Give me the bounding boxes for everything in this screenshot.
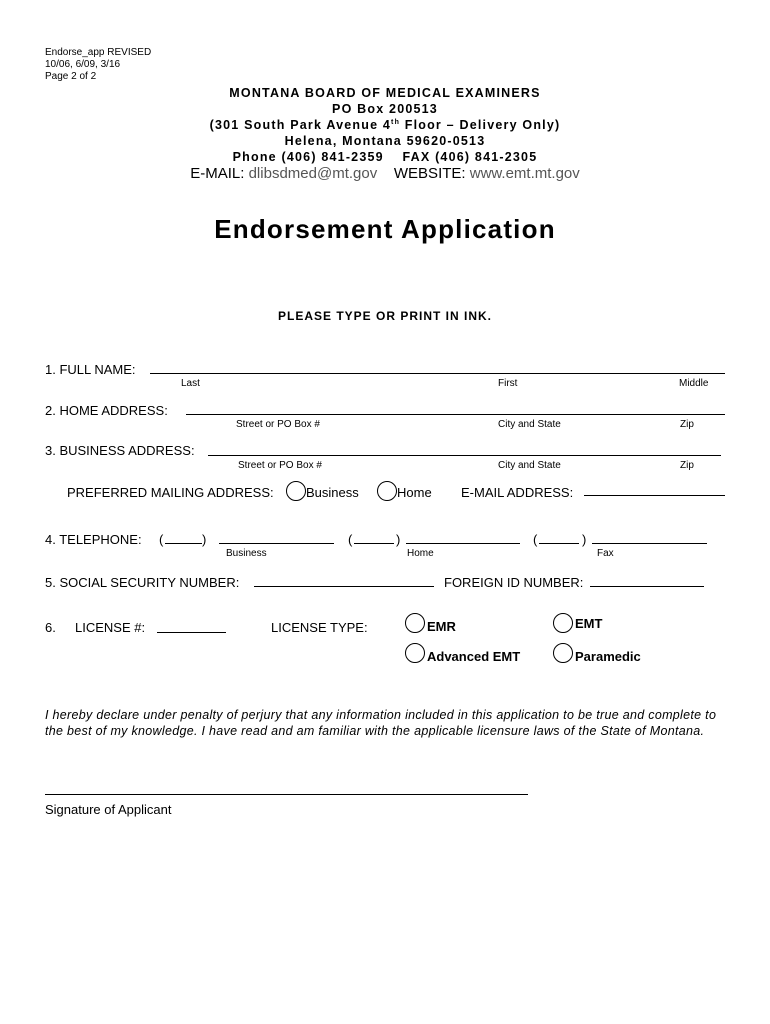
- phone-business-area-code[interactable]: [165, 543, 202, 544]
- signature-field[interactable]: [45, 794, 528, 795]
- home-address-label: 2. HOME ADDRESS:: [45, 403, 168, 418]
- license-advanced-emt-label: Advanced EMT: [427, 649, 521, 664]
- license-advanced-emt-radio[interactable]: [405, 643, 425, 663]
- license-number-label: LICENSE #:: [75, 620, 146, 635]
- full-name-sub-first: First: [498, 378, 518, 389]
- signature-label: Signature of Applicant: [45, 802, 172, 817]
- email-address-label: E-MAIL ADDRESS:: [461, 485, 574, 500]
- declaration-text: I hereby declare under penalty of perjury that any information included in this application to be true and complete to the best of my knowledge. I have read and am familiar with the applicable licensure laws of the State of Montana.: [45, 708, 717, 738]
- business-address-label: 3. BUSINESS ADDRESS:: [45, 443, 195, 458]
- business-sub-street: Street or PO Box #: [238, 460, 322, 471]
- full-name-label: 1. FULL NAME:: [45, 362, 136, 377]
- license-emr-label: EMR: [427, 619, 456, 634]
- ssn-field[interactable]: [254, 586, 434, 587]
- license-paramedic-label: Paramedic: [575, 649, 641, 664]
- phone-fax-number[interactable]: [592, 543, 707, 544]
- business-address-field[interactable]: [208, 455, 721, 456]
- phone-business-number[interactable]: [219, 543, 334, 544]
- street-address: [0, 118, 770, 132]
- org-name: MONTANA BOARD OF MEDICAL EXAMINERS: [229, 86, 541, 100]
- street-sup: th: [391, 118, 401, 126]
- instruction: PLEASE TYPE OR PRINT IN INK.: [277, 309, 493, 323]
- phone-sub-home: Home: [407, 548, 434, 559]
- home-sub-zip: Zip: [680, 419, 694, 430]
- full-name-sub-middle: Middle: [679, 378, 709, 389]
- phone-sub-business: Business: [226, 548, 267, 559]
- mailing-home-label: Home: [397, 485, 432, 500]
- ssn-label: 5. SOCIAL SECURITY NUMBER:: [45, 575, 240, 590]
- phone-business-paren-close: ): [202, 532, 207, 547]
- foreign-id-field[interactable]: [590, 586, 704, 587]
- license-emt-radio[interactable]: [553, 613, 573, 633]
- phone-line: Phone (406) 841-2359 FAX (406) 841-2305: [232, 150, 538, 164]
- website-label: WEBSITE:: [393, 165, 470, 182]
- preferred-mailing-label: PREFERRED MAILING ADDRESS:: [67, 485, 274, 500]
- phone-fax-paren-close: ): [582, 532, 587, 547]
- phone-home-number[interactable]: [406, 543, 520, 544]
- phone-home-area-code[interactable]: [354, 543, 394, 544]
- business-sub-city: City and State: [498, 460, 561, 471]
- home-sub-street: Street or PO Box #: [236, 419, 320, 430]
- full-name-field[interactable]: [150, 373, 725, 374]
- revision-dates: 10/06, 6/09, 3/16: [45, 59, 121, 70]
- street-pre: (301 South Park Avenue 4: [209, 118, 392, 132]
- street-post: Floor – Delivery Only): [400, 118, 561, 132]
- phone-home-paren-open: (: [348, 532, 353, 547]
- foreign-id-label: FOREIGN ID NUMBER:: [444, 575, 584, 590]
- phone-fax-paren-open: (: [533, 532, 538, 547]
- page-number: Page 2 of 2: [45, 71, 97, 82]
- email-address-field[interactable]: [584, 495, 725, 496]
- license-number-field[interactable]: [157, 632, 226, 633]
- po-box: PO Box 200513: [332, 102, 438, 116]
- contact-line: [0, 165, 770, 182]
- phone-sub-fax: Fax: [597, 548, 614, 559]
- business-sub-zip: Zip: [680, 460, 694, 471]
- phone-home-paren-close: ): [396, 532, 401, 547]
- phone-business-paren-open: (: [159, 532, 164, 547]
- mailing-home-radio[interactable]: [377, 481, 397, 501]
- website-link[interactable]: www.emt.mt.gov: [469, 165, 580, 182]
- license-paramedic-radio[interactable]: [553, 643, 573, 663]
- email-link[interactable]: dlibsdmed@mt.gov: [248, 165, 378, 182]
- license-emt-label: EMT: [575, 616, 603, 631]
- license-emr-radio[interactable]: [405, 613, 425, 633]
- revision-info: [45, 47, 151, 83]
- license-type-label: LICENSE TYPE:: [271, 620, 368, 635]
- home-address-field[interactable]: [186, 414, 725, 415]
- mailing-business-label: Business: [306, 485, 359, 500]
- full-name-sub-last: Last: [181, 378, 200, 389]
- phone-fax-area-code[interactable]: [539, 543, 579, 544]
- mailing-business-radio[interactable]: [286, 481, 306, 501]
- home-sub-city: City and State: [498, 419, 561, 430]
- telephone-label: 4. TELEPHONE:: [45, 532, 142, 547]
- revision-line: Endorse_app REVISED: [45, 47, 152, 58]
- page-title: Endorsement Application: [214, 214, 556, 244]
- license-number-prefix: 6.: [45, 620, 56, 635]
- email-label: E-MAIL:: [190, 165, 249, 182]
- city-line: Helena, Montana 59620-0513: [284, 134, 486, 148]
